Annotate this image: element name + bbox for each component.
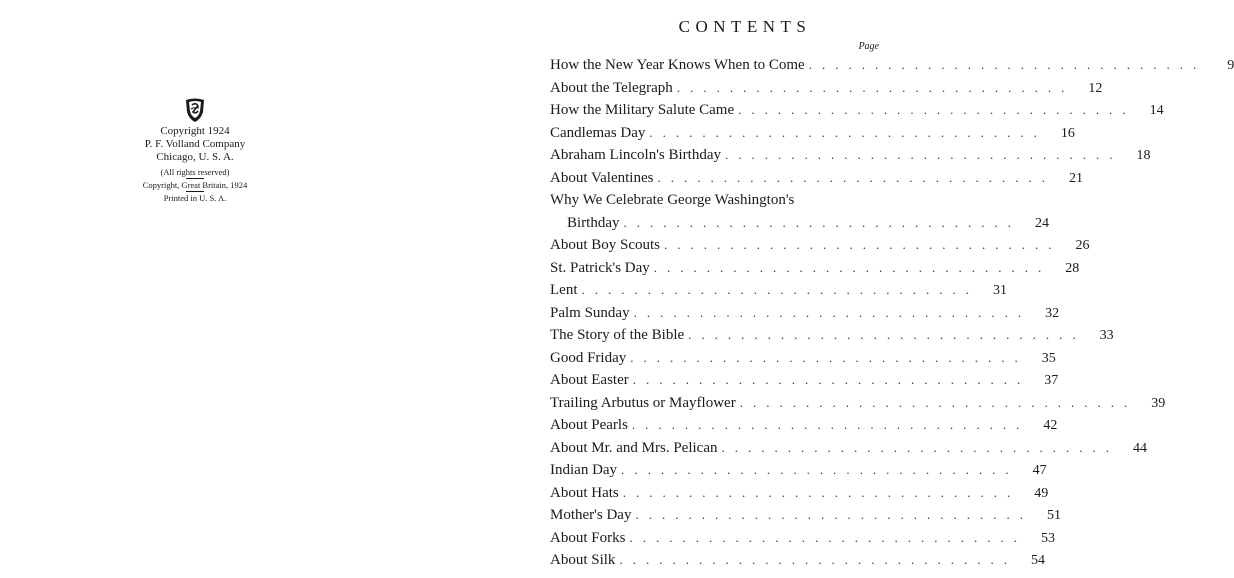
toc-entry[interactable]	[550, 347, 1056, 370]
toc-entry[interactable]	[550, 99, 1164, 122]
toc-entry[interactable]	[550, 122, 1075, 145]
toc-entry[interactable]	[550, 459, 1047, 482]
toc-entry[interactable]	[550, 527, 1055, 550]
toc-entry-page: 32	[1045, 305, 1060, 321]
dot-leader: ..............................	[631, 417, 1030, 432]
toc-entry-page: 53	[1040, 530, 1055, 546]
toc-entry-title: About Easter	[550, 372, 629, 388]
toc-entry-page: 9	[1227, 58, 1234, 73]
dot-leader: ..............................	[621, 462, 1019, 477]
dot-leader: ..............................	[633, 304, 1032, 320]
dot-leader: ..............................	[725, 147, 1123, 162]
toc-entry[interactable]	[550, 212, 1049, 235]
toc-entry[interactable]	[550, 234, 1090, 257]
contents-heading: CONTENTS	[678, 17, 812, 36]
copyright-imprint	[120, 97, 270, 204]
toc-entry-page: 28	[1065, 260, 1080, 276]
toc-entry-page: 37	[1044, 373, 1059, 388]
right-page	[453, 0, 1234, 578]
toc-entry-page: 39	[1151, 395, 1166, 411]
toc-entry[interactable]	[550, 437, 1147, 460]
publisher-location: Chicago, U. S. A.	[156, 151, 234, 163]
toc-entry-title: Birthday	[567, 214, 620, 231]
toc-entry-title: About Valentines	[550, 169, 654, 186]
toc-entry-title: Why We Celebrate George Washington's	[550, 192, 795, 208]
toc-entry-title: About Boy Scouts	[550, 237, 661, 253]
dot-leader: ..............................	[657, 169, 1055, 185]
dot-leader: ..............................	[619, 552, 1017, 567]
toc-entry[interactable]	[550, 392, 1166, 415]
table-of-contents	[550, 54, 1234, 572]
toc-entry-title: Abraham Lincoln's Birthday	[550, 147, 721, 163]
toc-entry-title: Mother's Day	[550, 507, 632, 523]
dot-leader: ..............................	[623, 214, 1021, 230]
toc-entry[interactable]	[550, 167, 1083, 190]
toc-entry[interactable]	[550, 482, 1049, 505]
toc-entry-page: 51	[1046, 508, 1061, 523]
page-column-label: Page	[858, 41, 879, 52]
toc-entry-title: About Pearls	[550, 417, 628, 433]
toc-entry-title: About Forks	[550, 529, 626, 546]
dot-leader: ..............................	[721, 439, 1119, 455]
toc-entry[interactable]	[550, 369, 1059, 392]
toc-entry-page: 49	[1034, 485, 1049, 501]
dot-leader: ..............................	[632, 372, 1031, 387]
toc-entry-page: 42	[1043, 418, 1058, 433]
toc-entry[interactable]	[550, 257, 1080, 280]
dot-leader: ..............................	[629, 529, 1027, 545]
toc-entry-page: 18	[1136, 148, 1151, 163]
toc-entry[interactable]	[550, 504, 1061, 527]
toc-entry[interactable]	[550, 144, 1151, 167]
publisher-shield-emblem-icon	[184, 97, 206, 123]
rights-reserved: (All rights reserved)	[160, 167, 230, 177]
toc-entry-page: 35	[1041, 350, 1056, 366]
toc-entry-title: The Story of the Bible	[550, 327, 685, 343]
dot-leader: ..............................	[581, 282, 979, 297]
british-copyright: Copyright, Great Britain, 1924	[142, 180, 248, 190]
toc-entry[interactable]	[550, 414, 1058, 437]
dot-leader: ..............................	[676, 79, 1075, 95]
toc-entry-page: 54	[1030, 553, 1045, 568]
dot-leader: ..............................	[688, 327, 1086, 342]
toc-entry-title: St. Patrick's Day	[550, 259, 650, 276]
toc-entry-title: Trailing Arbutus or Mayflower	[550, 394, 736, 411]
toc-entry-title: Lent	[550, 282, 578, 298]
printed-in: Printed in U. S. A.	[163, 193, 227, 203]
toc-entry-page: 31	[993, 283, 1007, 298]
dot-leader: ..............................	[738, 102, 1136, 117]
dot-leader: ..............................	[653, 259, 1052, 275]
toc-entry[interactable]	[550, 324, 1114, 347]
dot-leader: ..............................	[649, 124, 1047, 140]
toc-entry[interactable]	[550, 189, 882, 212]
toc-entry-title: How the Military Salute Came	[550, 102, 735, 118]
toc-entry[interactable]	[550, 77, 1103, 100]
toc-entry-page: 47	[1032, 463, 1047, 478]
toc-entry-page: 12	[1088, 80, 1103, 96]
dot-leader: ..............................	[630, 349, 1028, 365]
dot-leader: ..............................	[664, 237, 1062, 252]
toc-entry-page: 24	[1035, 215, 1049, 231]
dot-leader: ..............................	[808, 57, 1207, 72]
toc-entry-title: Good Friday	[550, 349, 627, 366]
toc-entry-page: 14	[1149, 103, 1164, 118]
toc-entry-title: Indian Day	[550, 462, 618, 478]
publisher-name: P. F. Volland Company	[144, 138, 246, 150]
dot-leader: ..............................	[622, 484, 1021, 500]
toc-entry-title: How the New Year Knows When to Come	[550, 57, 805, 73]
left-page	[0, 0, 453, 578]
toc-entry[interactable]	[550, 302, 1060, 325]
toc-entry-page: 16	[1060, 125, 1075, 141]
toc-entry[interactable]	[550, 54, 1234, 77]
dot-leader: ..............................	[635, 507, 1033, 522]
toc-entry-title: About Silk	[550, 552, 616, 568]
toc-entry-page: 21	[1068, 170, 1083, 186]
toc-entry-title: About Hats	[550, 484, 619, 501]
toc-entry-title: Candlemas Day	[550, 124, 646, 141]
dot-leader: ..............................	[739, 394, 1138, 410]
toc-entry[interactable]	[550, 549, 1045, 572]
toc-entry-page: 44	[1132, 440, 1147, 456]
copyright-line: Copyright 1924	[160, 125, 230, 137]
toc-entry-title: About Mr. and Mrs. Pelican	[550, 439, 718, 456]
toc-entry-title: About the Telegraph	[550, 79, 673, 96]
toc-entry-page: 33	[1099, 328, 1114, 343]
toc-entry-page: 26	[1075, 238, 1090, 253]
toc-entry[interactable]	[550, 279, 1007, 302]
toc-entry-title: Palm Sunday	[550, 304, 630, 321]
